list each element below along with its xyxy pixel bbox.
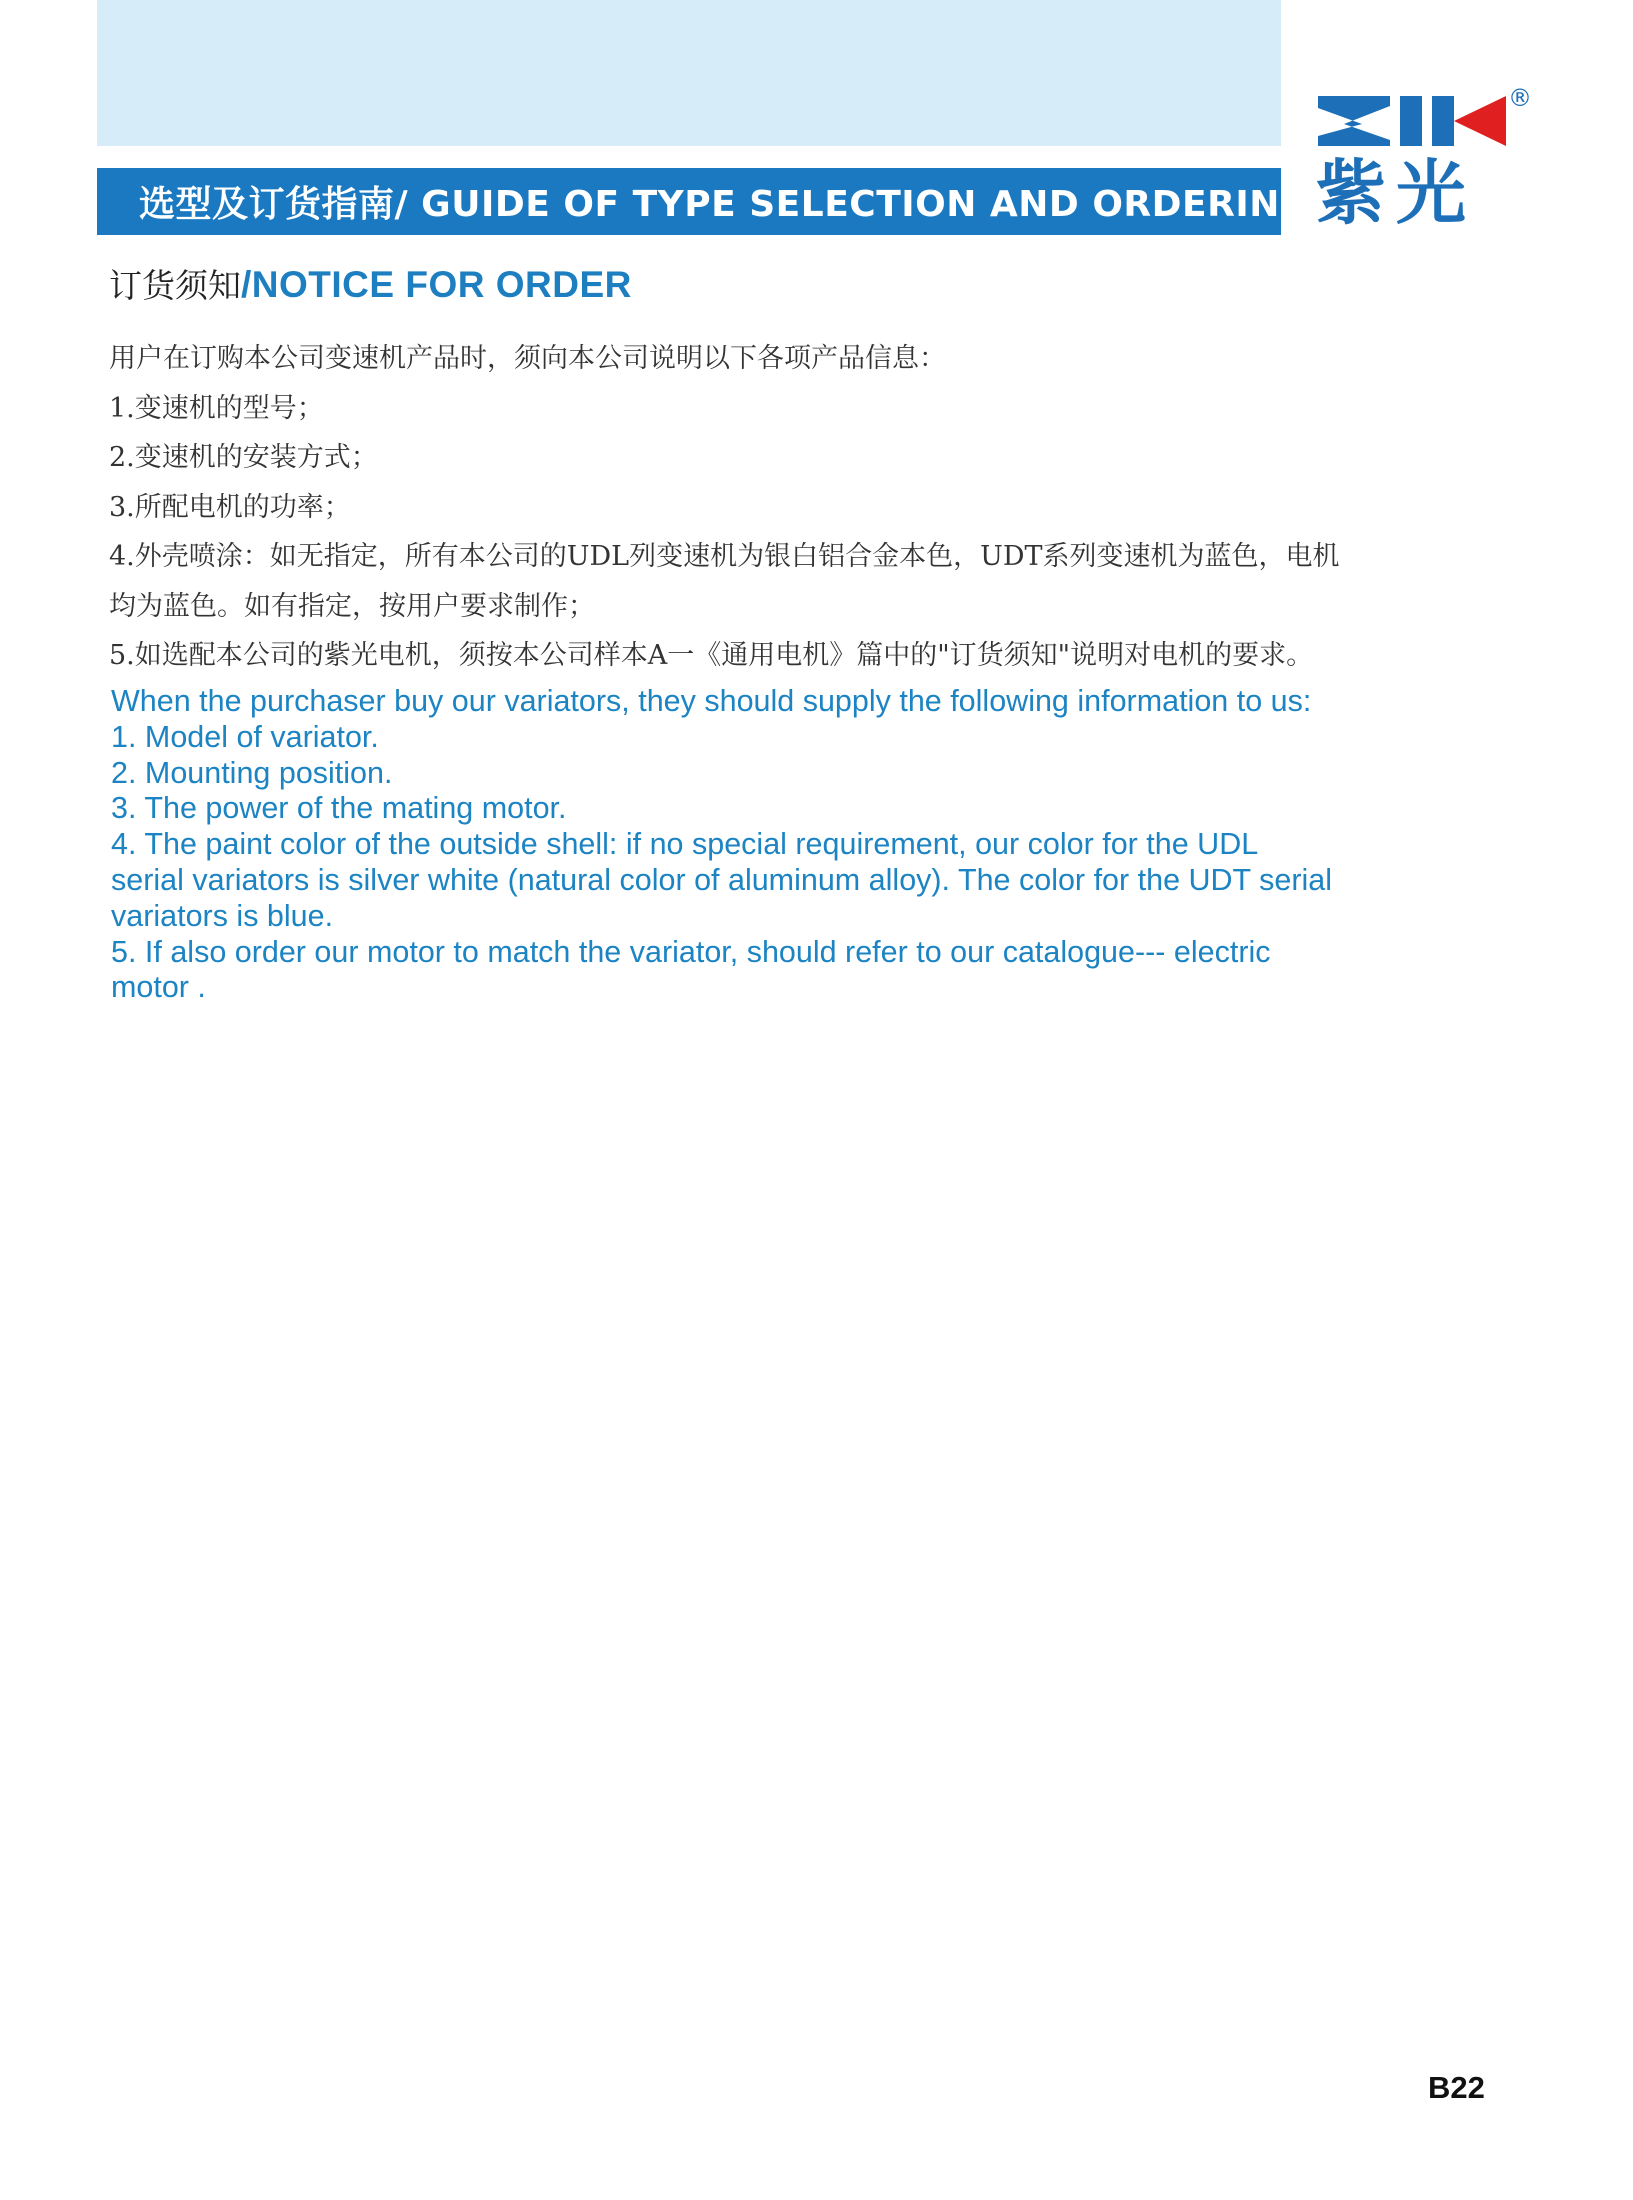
cn-line: 3.所配电机的功率； — [109, 491, 351, 523]
header-band — [97, 0, 1281, 146]
section-heading-en: /NOTICE FOR ORDER — [241, 264, 632, 305]
en-line: serial variators is silver white (natural color of aluminum alloy). The color for the UDT serial — [111, 862, 1332, 897]
cn-line: 2.变速机的安装方式； — [109, 442, 378, 473]
chinese-instructions — [109, 334, 1529, 681]
en-line: 3. The power of the mating motor. — [111, 791, 567, 826]
en-line: 1. Model of variator. — [111, 719, 379, 754]
logo-chinese-name: 紫光 — [1316, 152, 1476, 234]
en-line: motor . — [111, 970, 206, 1005]
title-bar — [97, 168, 1310, 235]
company-logo — [1316, 84, 1546, 250]
page-number: B22 — [1428, 2070, 1485, 2105]
en-line: 4. The paint color of the outside shell: if no special requirement, our color for the UDL — [111, 827, 1259, 862]
section-heading-cn: 订货须知 — [109, 266, 241, 305]
en-line: variators is blue. — [111, 898, 334, 933]
en-line: 5. If also order our motor to match the variator, should refer to our catalogue--- electric — [111, 934, 1271, 969]
cn-line: 用户在订购本公司变速机产品时，须向本公司说明以下各项产品信息： — [109, 343, 946, 374]
en-line: When the purchaser buy our variators, they should supply the following information to us: — [111, 684, 1312, 718]
section-heading — [109, 266, 632, 303]
cn-line: 1.变速机的型号； — [109, 392, 324, 424]
registered-mark: ® — [1508, 84, 1532, 112]
english-instructions — [111, 684, 1531, 1006]
cn-line: 5.如选配本公司的紫光电机，须按本公司样本A一《通用电机》篇中的"订货须知"说明对电机的要求。 — [109, 640, 1314, 671]
logo-mark-icon — [1316, 90, 1516, 150]
page-title: 选型及订货指南/ GUIDE OF TYPE SELECTION AND ORDERING — [139, 184, 1310, 225]
cn-line: 4.外壳喷涂：如无指定，所有本公司的UDL列变速机为银白铝合金本色，UDT系列变速机为蓝色，电机 — [109, 541, 1340, 572]
cn-line: 均为蓝色。如有指定，按用户要求制作； — [109, 590, 595, 622]
en-line: 2. Mounting position. — [111, 755, 393, 790]
